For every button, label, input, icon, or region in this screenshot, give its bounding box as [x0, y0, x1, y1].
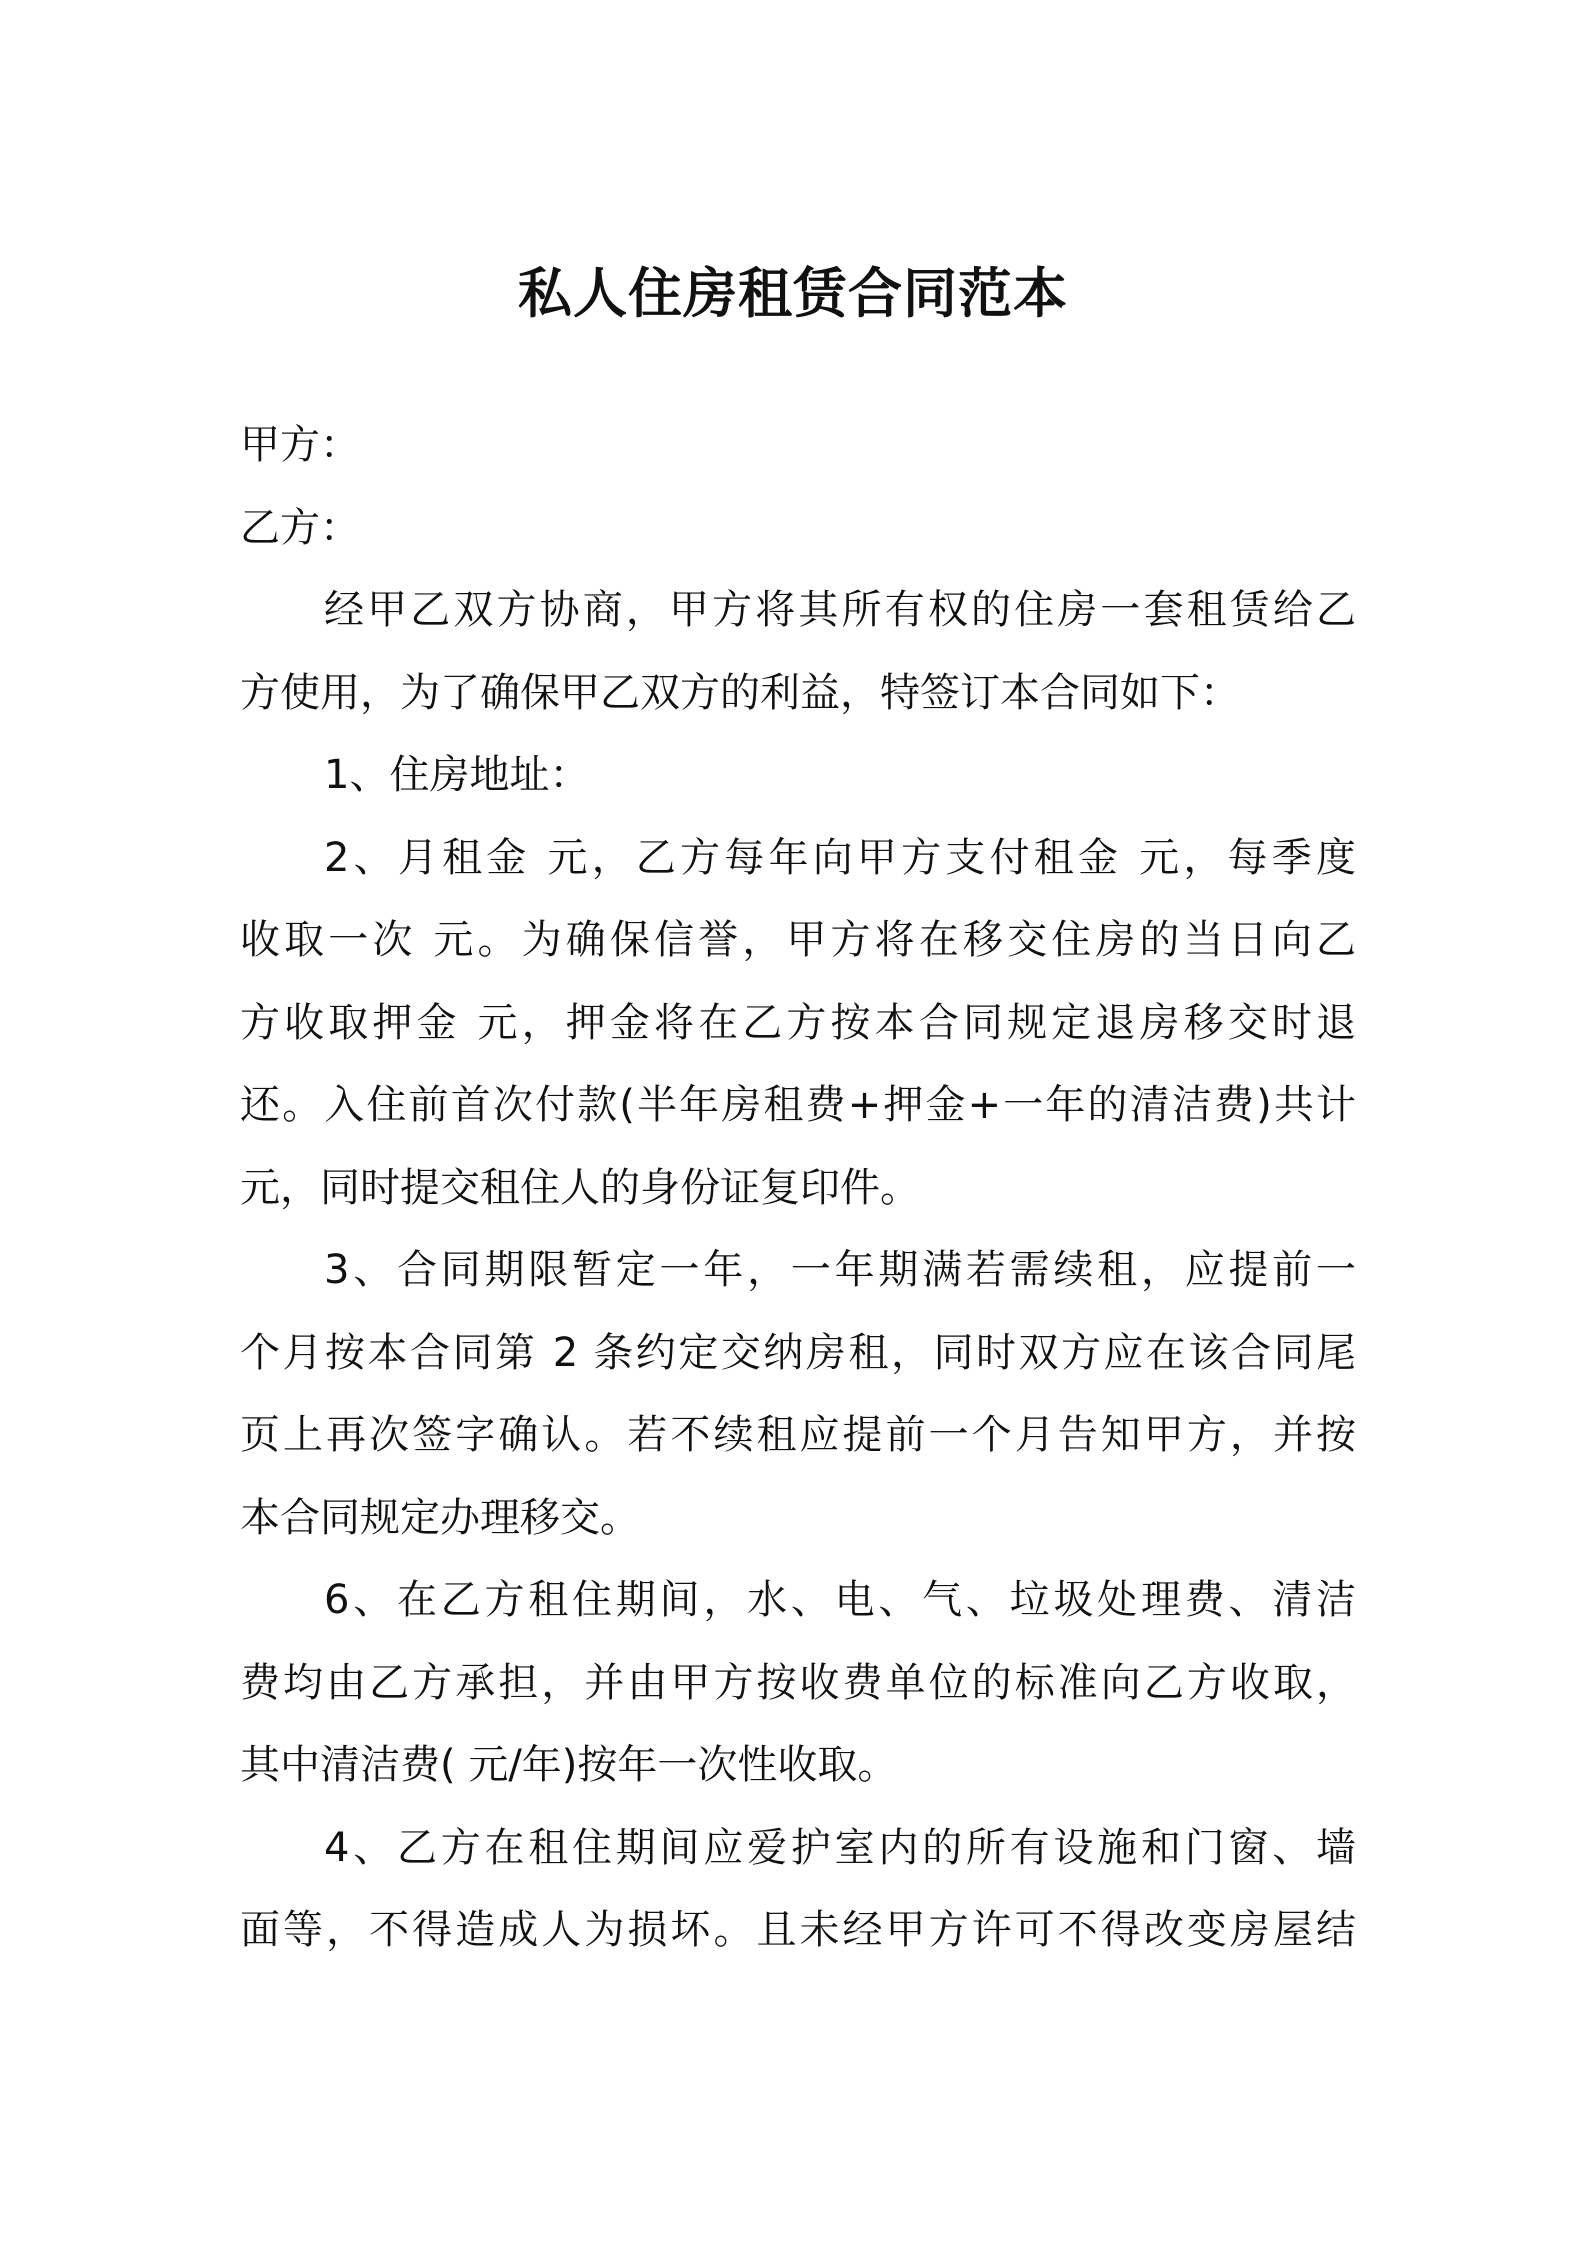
paragraph-clause-3: [240, 1229, 1356, 1559]
paragraph-line: 面等，不得造成人为损坏。且未经甲方许可不得改变房屋结: [240, 1907, 1356, 1953]
paragraph-clause-4: [240, 1807, 1356, 1972]
party-a-block: [240, 404, 1356, 487]
paragraph-line: 元，同时提交租住人的身份证复印件。: [240, 1164, 920, 1211]
paragraph-clause-6: [240, 1559, 1356, 1807]
paragraph-line: 2、月租金 元，乙方每年向甲方支付租金 元，每季度: [324, 834, 1356, 881]
paragraph-intro: [240, 569, 1356, 734]
party-b-block: [240, 487, 1356, 570]
paragraph-line: 还。入住前首次付款(半年房租费+押金+一年的清洁费)共计: [240, 1082, 1356, 1128]
paragraph-line: 个月按本合同第 2 条约定交纳房租，同时双方应在该合同尾: [240, 1329, 1356, 1376]
paragraph-line: 方使用，为了确保甲乙双方的利益，特签订本合同如下：: [240, 669, 1240, 716]
paragraph-line: 3、合同期限暂定一年，一年期满若需续租，应提前一: [324, 1247, 1356, 1293]
paragraph-line: 其中清洁费( 元/年)按年一次性收取。: [240, 1742, 898, 1788]
paragraph-line: 收取一次 元。为确保信誉，甲方将在移交住房的当日向乙: [240, 917, 1356, 963]
contract-body: [240, 404, 1356, 1972]
document-title: 私人住房租赁合同范本: [518, 262, 1068, 325]
paragraph-line: 6、在乙方租住期间，水、电、气、垃圾处理费、清洁: [324, 1577, 1356, 1623]
paragraph-line: 4、乙方在租住期间应爱护室内的所有设施和门窗、墙: [324, 1824, 1356, 1871]
paragraph-clause-1: [240, 734, 1356, 817]
paragraph-clause-2: [240, 817, 1356, 1230]
paragraph-line: 费均由乙方承担，并由甲方按收费单位的标准向乙方收取，: [240, 1659, 1356, 1706]
party-a-label: 甲方：: [240, 422, 360, 468]
paragraph-line: 经甲乙双方协商，甲方将其所有权的住房一套租赁给乙: [324, 587, 1356, 633]
paragraph-line: 本合同规定办理移交。: [240, 1494, 640, 1541]
paragraph-line: 方收取押金 元，押金将在乙方按本合同规定退房移交时退: [240, 999, 1356, 1046]
party-b-label: 乙方：: [240, 504, 360, 551]
paragraph-line: 1、住房地址：: [324, 752, 590, 798]
paragraph-line: 页上再次签字确认。若不续租应提前一个月告知甲方，并按: [240, 1412, 1356, 1458]
